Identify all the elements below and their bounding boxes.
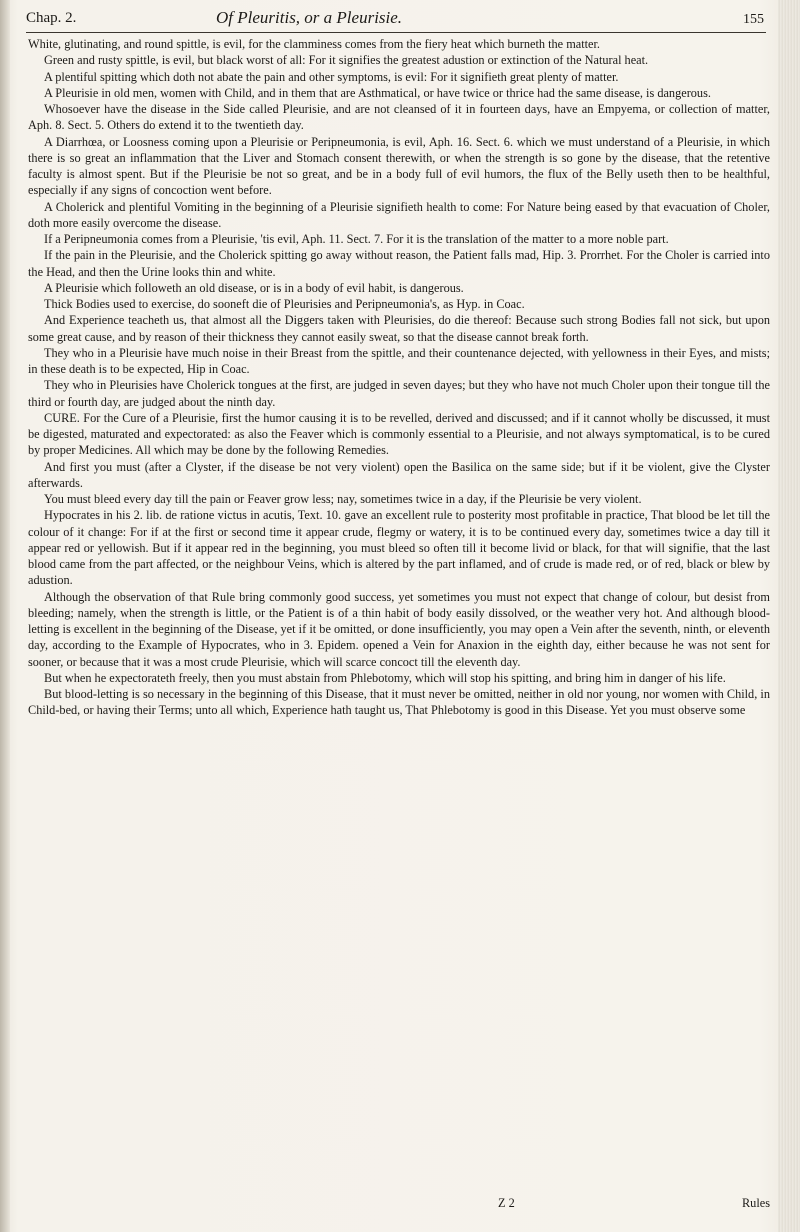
paragraph: CURE. For the Cure of a Pleurisie, first the humor causing it is to be revelled, derived and discussed; and if it cannot wholly be discussed, it must be digested, maturated and expectorated: as also the Feaver which is commonly essential to a Pleurisie, and not always symptomatical, is to be cured by proper Medicines. All which may be done by the following Remedies. (28, 410, 770, 458)
paragraph: A Pleurisie in old men, women with Child, and in them that are Asthmatical, or have twice or thrice had the same disease, is dangerous. (44, 85, 711, 100)
paragraph: But blood-letting is so necessary in the beginning of this Disease, that it must never be omitted, neither in old nor young, nor women with Child, in Child-bed, or having their Terms; unto all which, Experience hath taught us, That Phlebotomy is good in this Disease. Yet you must observe some (28, 687, 770, 718)
paragraph: Whosoever have the disease in the Side called Pleurisie, and are not cleansed of it in fourteen days, have an Empyema, or collection of matter, Aph. 8. Sect. 5. Others do extend it to the twentieth day. (28, 102, 770, 133)
paragraph: A Cholerick and plentiful Vomiting in the beginning of a Pleurisie signifieth health to come: For Nature being eased by that evacuation of Choler, doth more easily overcome the disease. (28, 199, 770, 230)
paragraph: Hypocrates in his 2. lib. de ratione victus in acutis, Text. 10. gave an excellent rule to posterity most profitable in practice, That blood be let till the colour of it change: For if at the first or second time it appear crude, flegmy or watery, it is to be continued every day, sometimes twice a day till it appear red or yellowish. But if it appear red in the beginning, you must bleed so often till it become livid or black, for that will signifie, that the last blood came from the part affected, or the neighbour Veins, which is altered by the part inflamed, and of crude is made red, or of red, black or blew by adustion. (28, 508, 770, 588)
paragraph: They who in a Pleurisie have much noise in their Breast from the spittle, and their countenance dejected, with yellowness in their Eyes, and mists; in these death is to be expected, Hip in Coac. (28, 345, 770, 376)
paragraph: And first you must (after a Clyster, if the disease be not very violent) open the Basilica on the same side; but if it be violent, give the Clyster afterwards. (28, 459, 770, 490)
paragraph: And Experience teacheth us, that almost all the Diggers taken with Pleurisies, do die thereof: Because such strong Bodies fall not sick, but upon some great cause, and by reason of their thickness they cannot easily sweat, so that the disease cannot break forth. (28, 313, 770, 344)
body-text (28, 36, 770, 719)
paragraph: A plentiful spitting which doth not abate the pain and other symptoms, is evil: For it signifieth great plenty of matter. (44, 69, 619, 84)
paragraph: Thick Bodies used to exercise, do sooneft die of Pleurisies and Peripneumonia's, as Hyp. in Coac. (44, 297, 525, 311)
paragraph: A Diarrhœa, or Loosness coming upon a Pleurisie or Peripneumonia, is evil, Aph. 16. Sect. 6. which we must understand of a Pleurisie, in which there is so great an inflammation that the Liver and Stomach consent therewith, or when the strength is so gone by the disease, that the retentive faculty is almost spent. But if the Pleurisie be not so great, and be in a body full of evil humors, the flux of the Belly useth then to be healthful, especially if any signs of concoction went before. (28, 134, 770, 198)
page-edge-right (778, 0, 800, 1232)
paragraph: They who in Pleurisies have Cholerick tongues at the first, are judged in seven dayes; but they who have not much Choler upon their tongue till the third or fourth day, are judged about the ninth day. (28, 378, 770, 409)
paragraph: A Pleurisie which followeth an old disease, or is in a body of evil habit, is dangerous. (44, 280, 464, 295)
paragraph: White, glutinating, and round spittle, is evil, for the clamminess comes from the fiery heat which burneth the matter. (28, 37, 600, 51)
header-rule (26, 32, 766, 33)
page-gutter-left (0, 0, 10, 1232)
signature-mark: Z 2 (498, 1196, 515, 1210)
paragraph: Although the observation of that Rule bring commonly good success, yet sometimes you must not expect that change of colour, but desist from bleeding; namely, when the strength is little, or the Patient is of a thin habit of body easily dissolved, or the weather very hot. And although blood-letting is excellent in the beginning of the Disease, yet if it be omitted, or done insufficiently, you may open a Vein after the seventh, ninth, or eleventh day, according to the Example of Hypocrates, who in 3. Epidem. opened a Vein for Anaxion in the eighth day, either because he was not sent for sooner, or because that it was a most crude Pleurisie, which will scarce concoct till the eleventh day. (28, 589, 770, 669)
page-footer (28, 1196, 770, 1216)
paragraph: But when he expectorateth freely, then you must abstain from Phlebotomy, which will stop his spitting, and bring him in danger of his life. (44, 670, 726, 685)
paragraph: If a Peripneumonia comes from a Pleurisie, 'tis evil, Aph. 11. Sect. 7. For it is the translation of the matter to a more noble part. (44, 232, 669, 246)
page-number: 155 (743, 12, 764, 27)
catchword: Rules (741, 1196, 770, 1210)
paragraph: Green and rusty spittle, is evil, but black worst of all: For it signifies the greatest adustion or extinction of the Natural heat. (44, 53, 649, 68)
chapter-label: Chap. 2. (26, 10, 77, 26)
running-title: Of Pleuritis, or a Pleurisie. (216, 8, 403, 27)
running-header (26, 6, 778, 34)
paragraph: You must bleed every day till the pain or Feaver grow less; nay, sometimes twice in a day, if the Pleurisie be very violent. (44, 492, 642, 506)
paragraph: If the pain in the Pleurisie, and the Cholerick spitting go away without reason, the Patient falls mad, Hip. 3. Prorrhet. For the Choler is carried into the Head, and then the Urine looks thin and white. (28, 248, 770, 279)
